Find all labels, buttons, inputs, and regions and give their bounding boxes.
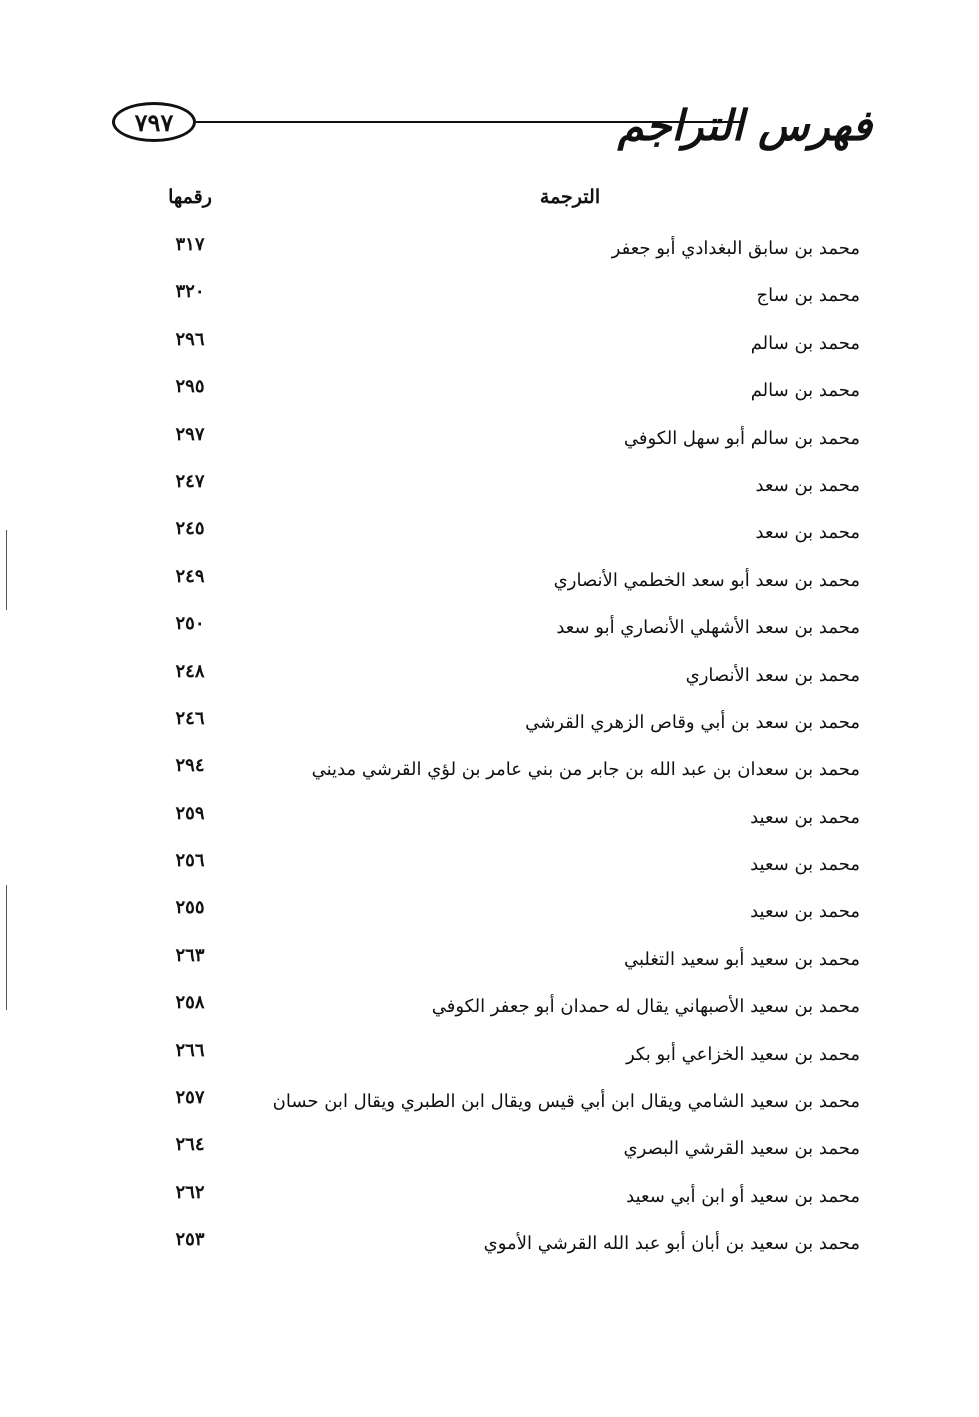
index-entry (140, 604, 860, 651)
index-entry (140, 462, 860, 509)
entry-name: محمد بن سعيد الخزاعي أبو بكر (625, 1043, 860, 1065)
index-entry (140, 1173, 860, 1220)
entry-number: ٢٥٧ (175, 1087, 205, 1109)
index-entry (140, 746, 860, 793)
index-entry (140, 841, 860, 888)
index-entry (140, 557, 860, 604)
index-entry (140, 1220, 860, 1267)
index-entry (140, 1031, 860, 1078)
entry-number: ٢٥٥ (175, 897, 205, 919)
entry-name: محمد بن سعيد القرشي البصري (623, 1138, 860, 1160)
entry-number: ٣١٧ (175, 234, 205, 255)
entry-number: ٢٩٥ (175, 376, 205, 398)
entry-number: ٢٤٦ (175, 707, 205, 729)
index-entry (140, 1125, 860, 1172)
entry-number: ٢٦٣ (175, 944, 205, 966)
entry-number: ٢٦٢ (175, 1181, 205, 1203)
entry-name: محمد بن سعد بن أبي وقاص الزهري القرشي (525, 711, 860, 733)
entry-name: محمد بن سعيد أو ابن أبي سعيد (626, 1185, 860, 1207)
column-heading-name: الترجمة (539, 186, 601, 208)
entry-number: ٢٦٦ (175, 1039, 205, 1061)
entry-number: ٣٢٠ (175, 281, 205, 303)
index-entry (140, 225, 860, 272)
entry-number: ٢٦٤ (175, 1134, 205, 1156)
page-header (112, 96, 872, 160)
index-entry (140, 794, 860, 841)
entry-name: محمد بن سعدان بن عبد الله بن جابر من بني عامر بن لؤي القرشي مديني (311, 759, 860, 781)
entry-name: محمد بن سالم (750, 380, 860, 402)
index-entry (140, 272, 860, 319)
entry-number: ٢٩٦ (175, 328, 205, 350)
entry-number: ٢٤٧ (175, 470, 205, 492)
index-entry (140, 367, 860, 414)
entry-number: ٢٥٩ (175, 802, 205, 824)
index-entry (140, 415, 860, 462)
entry-name: محمد بن سعد (755, 522, 860, 544)
entry-number: ٢٥٠ (175, 613, 205, 635)
entry-name: محمد بن سعد (755, 474, 860, 496)
entry-name: محمد بن سعيد الشامي ويقال ابن أبي قيس ويقال ابن الطبري ويقال ابن حسان (272, 1091, 860, 1113)
entry-number: ٢٩٧ (175, 423, 205, 445)
entry-name: محمد بن سعيد (750, 806, 860, 828)
index-entry (140, 936, 860, 983)
entry-number: ٢٥٨ (175, 992, 205, 1014)
index-list (140, 225, 860, 1268)
page-title: فهرس التراجم (617, 101, 872, 150)
entry-name: محمد بن سالم أبو سهل الكوفي (623, 427, 860, 449)
index-entry (140, 509, 860, 556)
entry-number: ٢٥٣ (175, 1229, 205, 1251)
page-number: ٧٩٧ (112, 102, 196, 142)
entry-number: ٢٤٥ (175, 518, 205, 540)
column-heading-number: رقمها (168, 186, 212, 208)
entry-name: محمد بن سعد الأشهلي الأنصاري أبو سعد (556, 617, 860, 639)
index-entry (140, 888, 860, 935)
entry-number: ٢٩٤ (175, 755, 205, 777)
entry-number: ٢٤٨ (175, 660, 205, 682)
index-entry (140, 983, 860, 1030)
index-entry (140, 652, 860, 699)
margin-scan-line (6, 885, 7, 1010)
entry-name: محمد بن سعيد أبو سعيد التغلبي (623, 948, 860, 970)
index-entry (140, 699, 860, 746)
entry-name: محمد بن سعيد الأصبهاني يقال له حمدان أبو جعفر الكوفي (431, 996, 860, 1018)
entry-name: محمد بن سعد أبو سعد الخطمي الأنصاري (553, 569, 860, 591)
entry-name: محمد بن سعيد بن أبان أبو عبد الله القرشي الأموي (483, 1233, 860, 1255)
entry-name: محمد بن سالم (750, 332, 860, 354)
entry-number: ٢٥٦ (175, 850, 205, 872)
entry-name: محمد بن سعيد (750, 901, 860, 923)
index-entry (140, 320, 860, 367)
entry-name: محمد بن سعيد (750, 854, 860, 876)
entry-name: محمد بن سعد الأنصاري (685, 664, 860, 686)
entry-name: محمد بن سابق البغدادي أبو جعفر (611, 238, 860, 259)
entry-number: ٢٤٩ (175, 565, 205, 587)
entry-name: محمد بن ساج (756, 285, 860, 307)
index-entry (140, 1078, 860, 1125)
margin-scan-line (6, 530, 7, 610)
